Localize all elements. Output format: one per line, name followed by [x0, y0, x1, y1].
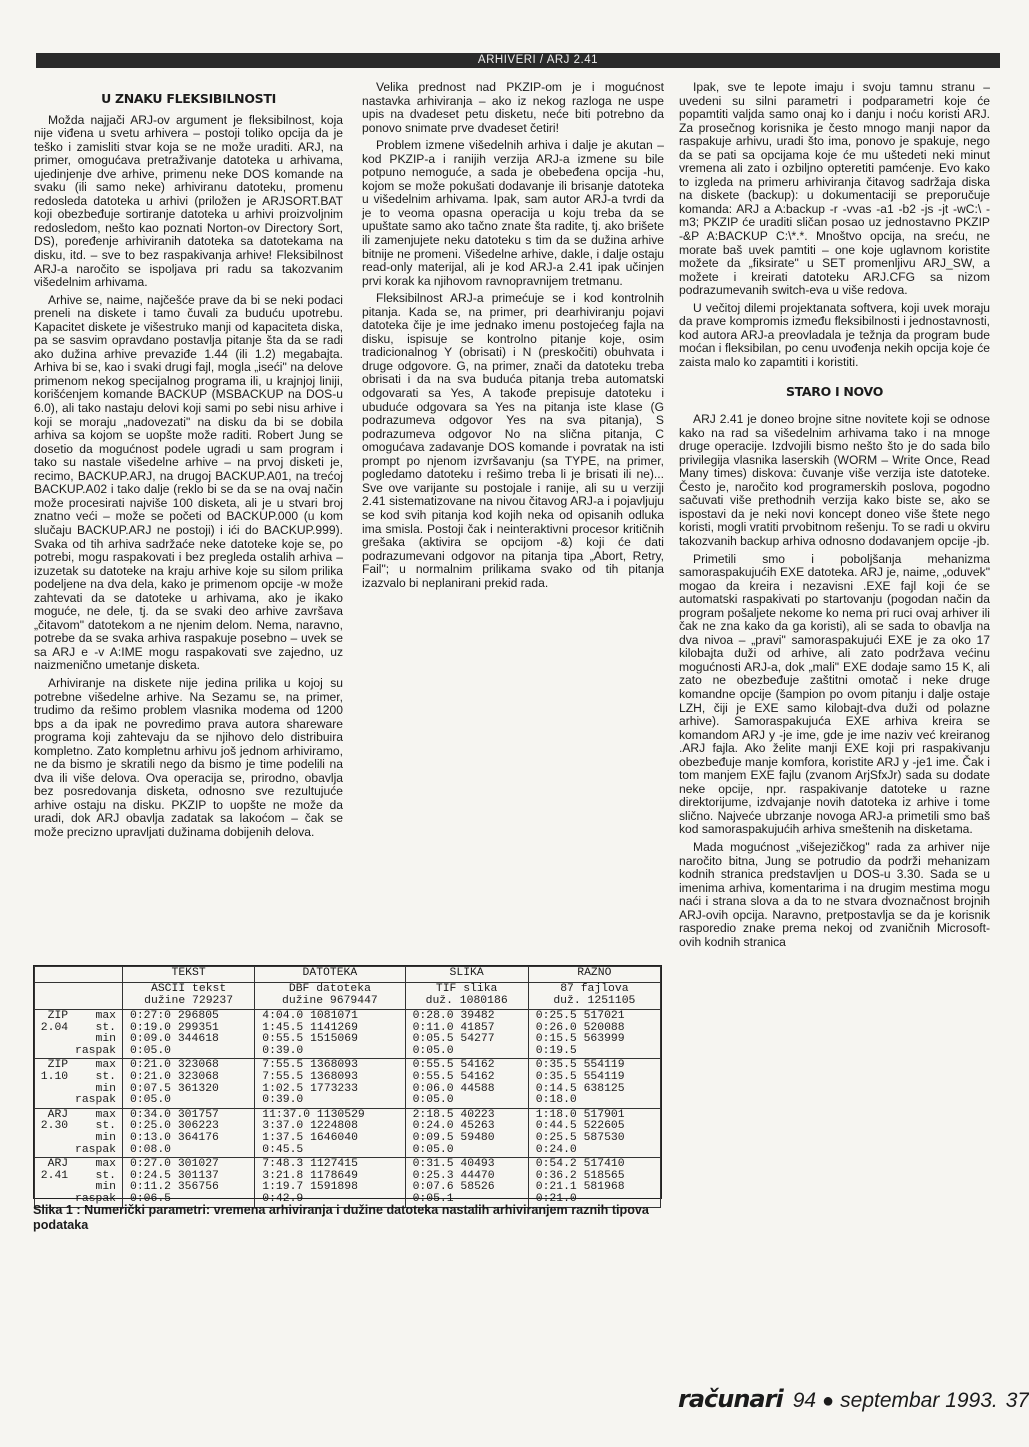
table-cell: 0:55.5 54162 0:55.5 54162 0:06.0 44588 0:05.0 [405, 1059, 528, 1108]
table-cell: 11:37.0 1130529 3:37.0 1224808 1:37.5 1646040 0:45.5 [255, 1108, 405, 1157]
paragraph: Problem izmene višedelnih arhiva i dalje je akutan – kod PKZIP-a i ranijih verzija ARJ-a izmene su bile potpuno nemoguće, a sada je obebeđena opcija -hu, kojom se može pokušati dodavanje ili brisanje datoteka u višedelnim arhivama. Ipak, sam autor ARJ-a tvrdi da je to veoma opasna operacija u koju treba da se upuštate samo ako tačno znate šta radite, tj. ako brišete ili zamenjujete neku datoteku s tim da se dužina arhive bitnije ne promeni. Višedelne arhive, dakle, i dalje ostaju read-only materijal, ali je kod ARJ-a 2.41 ipak učinjen prvi korak ka njihovom ravnopravnijem tretmanu. [362, 138, 664, 288]
paragraph: Ipak, sve te lepote imaju i svoju tamnu stranu – uvedeni su silni parametri i podparametri koje će popamtiti valjda samo onaj ko i danju i noću koristi ARJ. Za prosečnog korisnika je često mnogo manji napor da raspakuje arhivu, uradi što ima, ponovo je spakuje, nego da se pati sa opcijama koje će mu uštedeti neki minut vremena ali zato i ozbiljno opteretiti pamćenje. Evo kako to izgleda na primeru arhiviranja čitavog sadržaja diska na diskete (backup): u dokumentaciji se preporučuje komanda: ARJ a A:backup -r -vvas -a1 -b2 -js -jt -wC:\ -m3; PKZIP će uraditi sličan posao uz jednostavno PKZIP -&P A:BACKUP C:\*.*. Mnoštvo opcija, na sreću, ne morate baš uvek pamtiti – one koje uglavnom koristite možete da „fiksirate" u SET promenljivu ARJ_SW, a možete i kreirati datoteku ARJ.CFG sa nizom podrazumevanih switch-eva u više redova. [679, 80, 990, 298]
table-cell: 4:04.0 1081071 1:45.5 1141269 0:55.5 1515069 0:39.0 [255, 1010, 405, 1059]
column-subheader: DBF datoteka dužine 9679447 [255, 983, 405, 1010]
column-header: TEKST [123, 967, 255, 983]
paragraph: Arhive se, naime, najčešće prave da bi se neki podaci preneli na diskete i tamo čuvali za buduću upotrebu. Kapacitet diskete je višestruko manji od kapaciteta diska, pa se sasvim opravdano postavlja pitanje šta da se radi ako dužina arhive prevaziđe 1.44 (ili 1.2) megabajta. Arhiva bi se, kao i svaki drugi fajl, mogla „iseći" na delove primenom nekog specijalnog programa ili, u krajnjoj liniji, korišćenjem komande BACKUP (MSBACKUP na DOS-u 6.0), ali tako nastaju delovi koji sami po sebi nisu arhive i koji se moraju „nadovezati" na disku da bi se dobila arhiva sa kojom se uopšte može raditi. Robert Jung se dosetio da mogućnost podele ugradi u sam program i tako su nastale višedelne arhive – na prvoj disketi je, recimo, BACKUP.ARJ, na drugoj BACKUP.A01, na trećoj BACKUP.A02 i tako dalje (reklo bi se da se na ovaj način može procesirati najviše 100 disketa, ali je u stvari broj znatno veći – može se početi od BACKUP.000 (u kom slučaju BACKUP.ARJ ne postoji) i ići do BACKUP.999). Svaka od tih arhiva sadržaće neke datoteke koje se, po potrebi, mogu raspakovati i bez pregleda ostalih arhiva – izuzetak su datoteke na kraju arhive koje su silom prilika podeljene na dva dela, kako je primenom opcije -w može zahtevati da se datoteke u arhivama, ako je ikako moguće, ne dele, tj. da se svaki deo arhive završava „čitavom" datotekom a ne njenim delom. Nema, naravno, potrebe da se svaka arhiva raspakuje posebno – uvek se sa ARJ e -v A:IME mogu raspakovati sve zajedno, uz naizmenično umetanje disketa. [34, 292, 343, 673]
paragraph: Primetili smo i poboljšanja mehanizma samoraspakujućih EXE datoteka. ARJ je, naime, „oduvek" mogao da kreira i nezavisni .EXE fajl koji će se automatski raspakivati po startovanju (pogodan način da program pošaljete nekome ko nema pri ruci ovaj arhiver ili čak ne zna kako da ga koristi), ali se sada to obavlja na dva nivoa – „pravi" samoraspakujući EXE je za oko 17 kilobajta duži od arhive, ali zato podržava većinu mogućnosti ARJ-a, dok „mali" EXE dodaje samo 15 K, ali zato ne obezbeđuje zaštitni omotač i neke druge komandne opcije (šampion po ovom pitanju i dalje ostaje LZH, čiji je EXE samo kilobajt-dva duži od polazne arhive). Samoraspakujuća EXE arhiva kreira se komandom ARJ y -je ime, gde je ime naziv već kreiranog .ARJ fajla. Ako želite manji EXE koji pri raspakivanju obezbeđuje manje komfora, koristite ARJ y -je1 ime. Čak i tom manjem EXE fajlu (zvanom ArjSfxJr) sada su dodate neke opcije, npr. raspakivanje datoteke u razne direktorijume, izdvajanje novih datoteka iz arhive i tome slično. Najveće ubrzanje novoga ARJ-a primetili smo baš kod samoraspakujućih arhiva smeštenih na disketama. [679, 551, 990, 837]
header-bar [36, 53, 1000, 68]
table-cell: 0:28.0 39482 0:11.0 41857 0:05.5 54277 0:05.0 [405, 1010, 528, 1059]
table-cell: 0:27:0 296805 0:19.0 299351 0:09.0 344618 0:05.0 [123, 1010, 255, 1059]
bullet-separator-icon: ● [822, 1390, 835, 1412]
paragraph: ARJ 2.41 je doneo brojne sitne novitete koji se odnose kako na rad sa višedelnim arhivama tako i na mnoge druge operacije. Izdvojili bismo nešto što je do sada bilo privilegija vlasnika laserskih (WORM – Write Once, Read Many times) diskova: čuvanje više verzija iste datoteke. Često je, naročito kod programerskih poslova, pogodno sačuvati više prethodnih verzija kako biste se, ako se ispostavi da je neki novi koncept doneo više štete nego koristi, mogli vratiti prvobitnom rešenju. To se radi u okviru takozvanih backup arhiva odnosno dodavanjem opcije -jb. [679, 412, 990, 548]
page-footer [678, 1385, 1029, 1413]
column-subheader: TIF slika duž. 1080186 [405, 983, 528, 1010]
benchmark-table-grid [34, 966, 661, 1208]
column-header: SLIKA [405, 967, 528, 983]
table-cell: 1:18.0 517901 0:44.5 522605 0:25.5 587530 0:24.0 [528, 1108, 660, 1157]
table-cell: 7:55.5 1368093 7:55.5 1368093 1:02.5 1773233 0:39.0 [255, 1059, 405, 1108]
table-cell: 0:25.5 517021 0:26.0 520088 0:15.5 563999 0:19.5 [528, 1010, 660, 1059]
table-cell: 0:54.2 517410 0:36.2 518565 0:21.1 581968 0:21.0 [528, 1158, 660, 1207]
table-row [35, 1108, 661, 1157]
column-header: RAZNO [528, 967, 660, 983]
table-cell: 7:48.3 1127415 3:21.8 1178649 1:19.7 1591898 0:42.9 [255, 1158, 405, 1207]
table-corner [35, 983, 123, 1010]
row-label: ARJ max 2.30 st. min raspak [35, 1108, 123, 1157]
paragraph: Možda najjači ARJ-ov argument je fleksibilnost, koja nije viđena u svetu arhivera – postoji toliko opcija da je teško i zamisliti stvar koja se ne može uraditi. ARJ, na primer, omogućava pretraživanje datoteka u arhivama, ujedinjenje dve arhive, primenu neke DOS komande na svaku (ili samo neke) arhiviranu datoteku, promenu redosleda datoteka u arhivi (priložen je ARJSORT.BAT koji obezbeđuje sortiranje datoteka u arhivi proizvoljnim redosledom, nešto kao poznati Norton-ov Directory Sort, DS), poređenje arhiviranih datoteka sa datotekama na disku, itd. – sve to bez raspakivanja arhive! Fleksibilnost ARJ-a naročito se ispoljava pri radu sa takozvanim višedelnim arhivama. [34, 112, 343, 290]
row-label: ZIP max 1.10 st. min raspak [35, 1059, 123, 1108]
magazine-logo: računari [678, 1385, 783, 1413]
table-corner [35, 967, 123, 983]
page-number: 37 [1005, 1389, 1029, 1412]
section-title-fleksibilnost: U ZNAKU FLEKSIBILNOSTI [101, 91, 276, 106]
paragraph: Fleksibilnost ARJ-a primećuje se i kod kontrolnih pitanja. Kada se, na primer, pri dearhiviranju pojavi datoteka čije je ime jednako imenu postojećeg fajla na disku, ispisuje se kontrolno pitanje koje, osim tradicionalnog Y (obrisati) i N (preskočiti) obuhvata i druge odgovore. G, na primer, znači da datoteku treba obrisati i da na sva buduća pitanja treba automatski odgovarati sa Yes, A takođe prepisuje datoteku i ubuduće odgovara sa Yes na pitanja iste klase (G podrazumeva odgovor Yes na sva pitanja), S podrazumeva odgovor No na slična pitanja, C omogućava zadavanje DOS komande i povratak na isti prompt po njenom izvršavanju (sa TYPE, na primer, pogledamo datoteku i rešimo treba li je brisati ili ne)... Sve ove varijante su postojale i ranije, ali su u verziji 2.41 sistematizovane na nivou čitavog ARJ-a i pojavljuju se kod svih pitanja kod kojih neka od opisanih odluka ima smisla. Postoji čak i neinteraktivni procesor kritičnih grešaka (aktivira se opcijom -&) koji će dati podrazumevani odgovor na pitanja tipa „Abort, Retry, Fail"; u normalnim prilikama svako od tih pitanja izazvalo bi neplanirani prekid rada. [362, 291, 664, 590]
table-row [35, 1059, 661, 1108]
section-header-label: ARHIVERI / ARJ 2.41 [477, 54, 598, 66]
table-row [35, 1158, 661, 1207]
column-2 [362, 81, 664, 594]
section-title-staro-i-novo: STARO I NOVO [785, 384, 884, 400]
column-subheader: 87 fajlova duž. 1251105 [528, 983, 660, 1010]
paragraph: Mada mogućnost „višejezičkog" rada za arhiver nije naročito bitna, Jung se potrudio da podrži mehanizam kodnih stranica predstavljen u DOS-u 3.30. Sada se u imenima arhiva, komentarima i na drugim mestima mogu naći i strana slova a da to ne stvara dvoznačnost brojnih ARJ-ovih opcija. Naravno, pretpostavlja se da je korisnik rasporedio znake prema nekoj od zvaničnih Microsoft-ovih kodnih stranica [679, 839, 990, 949]
column-subheader: ASCII tekst dužine 729237 [123, 983, 255, 1010]
table-cell: 0:21.0 323068 0:21.0 323068 0:07.5 361320 0:05.0 [123, 1059, 255, 1108]
column-header: DATOTEKA [255, 967, 405, 983]
row-label: ARJ max 2.41 st. min raspak [35, 1158, 123, 1207]
table-cell: 0:34.0 301757 0:25.0 306223 0:13.0 364176 0:08.0 [123, 1108, 255, 1157]
issue-date: septembar 1993. [840, 1389, 998, 1412]
paragraph: U večitoj dilemi projektanata softvera, koji uvek moraju da prave kompromis između fleksibilnosti i jednostavnosti, kod autora ARJ-a preovladala je težnja da program bude moćan i fleksibilan, po cenu uvođenja nekih opcija koje će zaista malo ko zapamtiti i koristiti. [679, 300, 990, 369]
benchmark-table [33, 965, 662, 1205]
paragraph: Arhiviranje na diskete nije jedina prilika u kojoj su potrebne višedelne arhive. Na Sezamu se, na primer, trudimo da rešimo problem vlasnika modema od 1200 bps a da ipak ne povredimo prava autora shareware programa koji zahtevaju da se njihovo delo distribuira kompletno. Zato kompletnu arhivu još jednom arhiviramo, ne da bismo je skratili nego da bismo je time podelili na dva ili više delova. Ova operacija se, prirodno, obavlja bez posredovanja disketa, odnosno sve rezultujuće arhive ostaju na disku. PKZIP to uopšte ne može da uradi, dok ARJ obavlja zadatak sa lakoćom – čak se može precizno upravljati dužinama dobijenih delova. [34, 675, 343, 839]
table-cell: 0:35.5 554119 0:35.5 554119 0:14.5 638125 0:18.0 [528, 1059, 660, 1108]
row-label: ZIP max 2.04 st. min raspak [35, 1010, 123, 1059]
table-cell: 2:18.5 40223 0:24.0 45263 0:09.5 59480 0:05.0 [405, 1108, 528, 1157]
table-cell: 0:27.0 301027 0:24.5 301137 0:11.2 356756 0:06.5 [123, 1158, 255, 1207]
table-cell: 0:31.5 40493 0:25.3 44470 0:07.6 58526 0:05.1 [405, 1158, 528, 1207]
figure-caption: Slika 1 : Numerički parametri: vremena arhiviranja i dužine datoteka nastalih arhiviranjem raznih tipova podataka [33, 1203, 649, 1232]
issue-number: 94 [792, 1389, 817, 1412]
column-1 [34, 92, 343, 844]
table-row [35, 1010, 661, 1059]
paragraph: Velika prednost nad PKZIP-om je i mogućnost nastavka arhiviranja – ako iz nekog razloga ne uspe upis na dvadeset petu disketu, neće biti potrebno da ponovo snimate prve dvadeset četiri! [362, 80, 664, 135]
column-3 [679, 81, 990, 953]
